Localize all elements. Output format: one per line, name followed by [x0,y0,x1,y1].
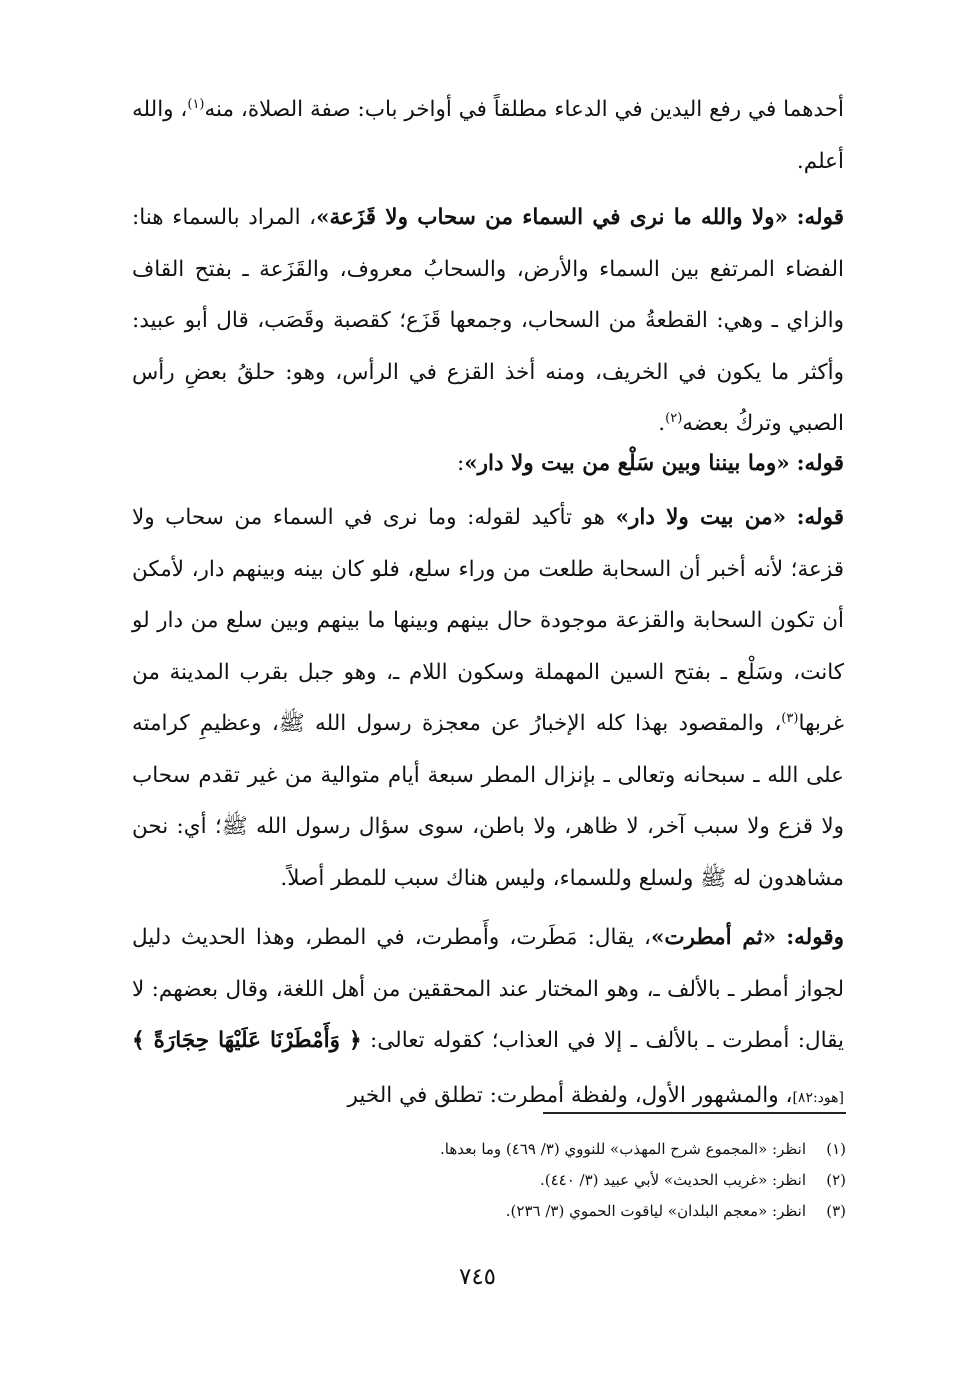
footnote-number: (١) [826,1140,846,1158]
footnote-divider [543,1112,846,1114]
footnote-3 [300,1196,846,1227]
hadith-quote: «ثم أمطرت» [650,925,777,950]
paragraph-4-text [132,492,844,904]
paragraph-2 [132,192,844,450]
paragraph-5-text-a: ، يقال: مَطَرت، وأَمطرت، في المطر، وهذا الحديث دليل لجواز أمطر ـ بالألف ـ، وهو المختار عند المحققين من أهل اللغة، وقال بعضهم: لا يقال: أمطرت ـ بالألف ـ إلا في العذاب؛ كقوله تعالى: [132,925,844,1053]
quote-label: وقوله: [786,925,844,950]
paragraph-3-text-a: : [456,451,465,476]
paragraph-2-text [132,192,844,450]
footnotes [300,1134,846,1227]
footnote-text: انظر: «المجموع شرح المهذب» للنووي (٣/ ٤٦٩) وما بعدها. [440,1140,806,1158]
paragraph-2-text-a: ، المراد بالسماء هنا: الفضاء المرتفع بين السماء والأرض، والسحابُ معروف، والقَزَعة ـ بفتح القاف والزاي ـ وهي: القطعةُ من السحاب، وجمعها قَزَع؛ كقصبة وقَصَب، قال أبو عبيد: وأكثر ما يكون في الخريف، ومنه أخذ القزع في الرأس، وهو: حلقُ بعضِ رأس الصبي وتركُ بعضه [132,205,844,436]
footnote-number: (٣) [826,1202,846,1220]
paragraph-4-text-a: هو تأكيد لقوله: وما نرى في السماء من سحاب ولا قزعة؛ لأنه أخبر أن السحابة طلعت من وراء سلع، فلو كان بينه وبينهم دار، لأمكن أن تكون السحابة والقزعة موجودة حال بينهم وبينها ما بينهم وبين سلع من دار لو كانت، وسَلْع ـ بفتح السين المهملة وسكون اللام ـ، وهو جبل بقرب المدينة من غربها [132,505,844,736]
footnote-number: (٢) [826,1171,846,1189]
paragraph-1-text-b: ، والله أعلم. [132,97,844,174]
quote-label: قوله: [796,505,844,530]
page-number: ٧٤٥ [458,1264,497,1290]
footnote-ref-3[interactable]: (٣) [781,710,799,726]
footnote-ref-2[interactable]: (٢) [665,410,683,426]
paragraph-3-text [132,438,844,490]
footnote-text: انظر: «غريب الحديث» لأبي عبيد (٣/ ٤٤٠). [539,1171,806,1189]
paragraph-2-text-b: . [658,411,666,436]
hadith-quote: «من بيت ولا دار» [615,505,787,530]
verse-reference: [هود:٨٢] [792,1089,844,1106]
quran-verse: ﴿ وَأَمْطَرْنَا عَلَيْهَا حِجَارَةً ﴾ [132,1028,362,1053]
paragraph-1-text-a: أحدهما في رفع اليدين في الدعاء مطلقاً في أواخر باب: صفة الصلاة، منه [204,97,844,122]
footnote-text: انظر: «معجم البلدان» لياقوت الحموي (٣/ ٢٣٦). [505,1202,806,1220]
paragraph-4-text-b: ، والمقصود بهذا كله الإخبارُ عن معجزة رسول الله ﷺ، وعظيمِ كرامته على الله ـ سبحانه وتعالى ـ بإنزال المطر سبعة أيام متوالية من غير تقدم سحاب ولا قزع ولا سبب آخر، لا ظاهر، ولا باطن، سوى سؤال رسول الله ﷺ؛ أي: نحن مشاهدون له ﷺ ولسلع وللسماء، وليس هناك سبب للمطر أصلاً. [132,711,844,891]
paragraph-5-text [132,912,844,1124]
quote-label: قوله: [796,205,844,230]
paragraph-3 [132,438,844,490]
hadith-quote: «ولا والله ما نرى في السماء من سحاب ولا قَزَعة» [316,205,788,230]
hadith-quote: «وما بيننا وبين سَلْع من بيت ولا دار» [464,451,790,476]
footnote-2 [300,1165,846,1196]
paragraph-4 [132,492,844,904]
paragraph-5 [132,912,844,1124]
paragraph-1 [132,84,844,187]
footnote-ref-1[interactable]: (١) [187,96,205,112]
quote-label: قوله: [796,451,844,476]
paragraph-1-text [132,84,844,187]
paragraph-5-text-b: ، والمشهور الأول، ولفظة أمطرت: تطلق في الخير [347,1082,793,1108]
footnote-1 [300,1134,846,1165]
